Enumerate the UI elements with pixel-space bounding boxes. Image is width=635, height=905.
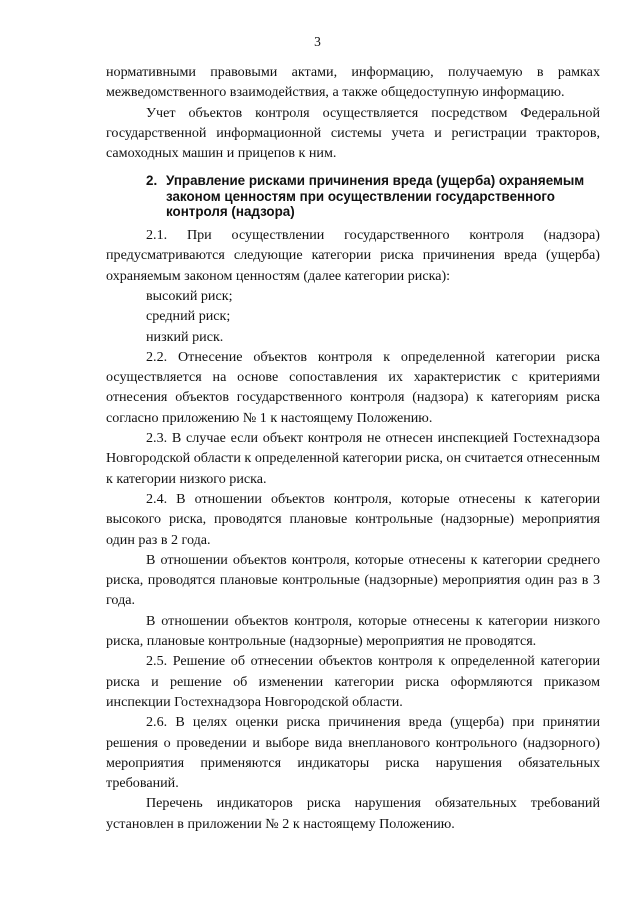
paragraph: 2.4. В отношении объектов контроля, которые отнесены к категории высокого риска, проводятся плановые контрольные (надзорные) мероприятия один раз в 2 года. (106, 490, 600, 548)
section-title: Управление рисками причинения вреда (ущерба) охраняемым законом ценностям при осуществлении государственного контроля (надзора) (166, 173, 585, 219)
paragraph: Учет объектов контроля осуществляется посредством Федеральной государственной информационной системы учета и регистрации тракторов, самоходных машин и прицепов к ним. (106, 104, 600, 162)
paragraph: В отношении объектов контроля, которые отнесены к категории низкого риска, плановые контрольные (надзорные) мероприятия не проводятся. (106, 612, 600, 650)
list-item: высокий риск; (146, 287, 233, 304)
document-body (106, 62, 600, 834)
paragraph: 2.2. Отнесение объектов контроля к определенной категории риска осуществляется на основе сопоставления их характеристик с критериями отнесения объектов государственного контроля (надзора) к категориям риска согласно приложению № 1 к настоящему Положению. (106, 348, 600, 426)
section-number: 2. (146, 173, 158, 189)
paragraph: 2.1. При осуществлении государственного контроля (надзора) предусматриваются следующие категории риска причинения вреда (ущерба) охраняемым законом ценностям (далее категории риска): (106, 227, 600, 284)
list-item: низкий риск. (146, 328, 224, 345)
paragraph: 2.5. Решение об отнесении объектов контроля к определенной категории риска и решение об изменении категории риска оформляются приказом инспекции Гостехнадзора Новгородской области. (106, 653, 600, 710)
paragraph: нормативными правовыми актами, информацию, получаемую в рамках межведомственного взаимодействия, а также общедоступную информацию. (106, 64, 600, 101)
list-item: средний риск; (146, 308, 231, 325)
paragraph: Перечень индикаторов риска нарушения обязательных требований установлен в приложении № 2 к настоящему Положению. (106, 795, 600, 832)
paragraph: 2.3. В случае если объект контроля не отнесен инспекцией Гостехнадзора Новгородской области к определенной категории риска, он считается отнесенным к категории низкого риска. (106, 430, 600, 487)
paragraph: В отношении объектов контроля, которые отнесены к категории среднего риска, проводятся плановые контрольные (надзорные) мероприятия один раз в 3 года. (106, 551, 600, 609)
page-number: 3 (314, 34, 321, 49)
paragraph: 2.6. В целях оценки риска причинения вреда (ущерба) при принятии решения о проведении и выборе вида внепланового контрольного (надзорного) мероприятия применяются индикаторы риска нарушения обязательных требований. (106, 714, 600, 792)
section-heading (106, 173, 600, 219)
